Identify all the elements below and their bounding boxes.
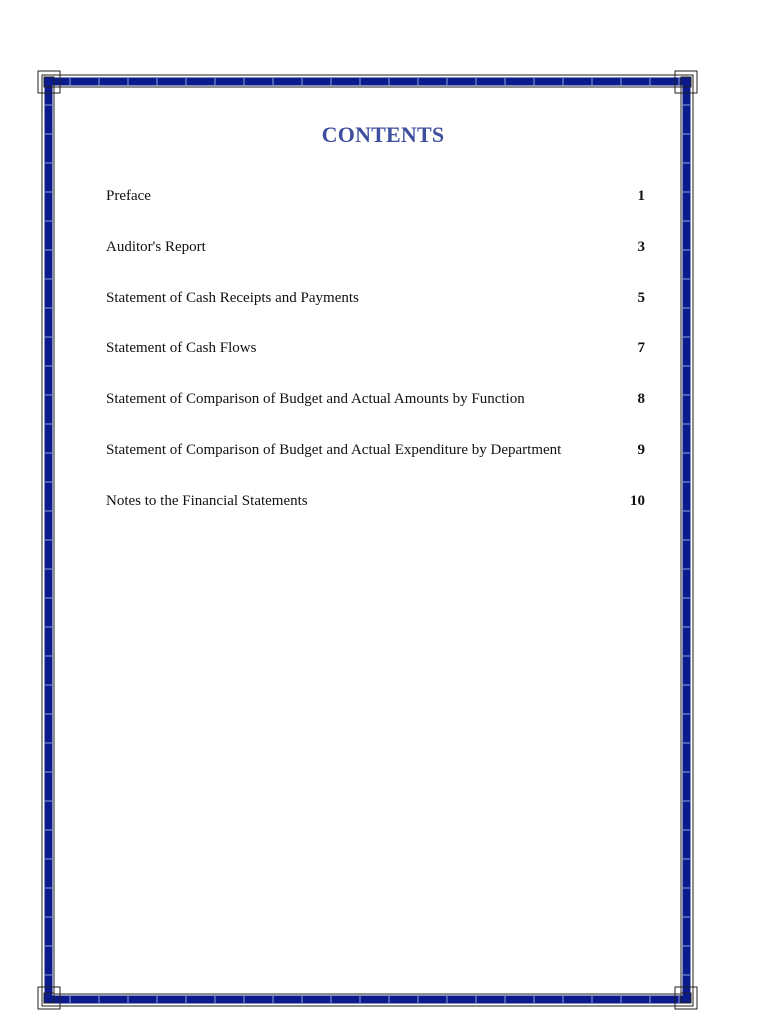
toc-entry-page-number: 8: [637, 391, 645, 408]
page-title: CONTENTS: [321, 122, 445, 147]
toc-entry-notes: [106, 490, 651, 541]
toc-entry-label: Auditor's Report: [106, 238, 206, 255]
toc-entry-auditors-report: [106, 236, 651, 287]
toc-entry-label: Statement of Cash Flows: [106, 340, 257, 357]
toc-entry-budget-by-function: [106, 388, 651, 439]
toc-entry-page-number: 3: [637, 238, 645, 255]
table-of-contents: [106, 185, 651, 541]
toc-entry-page-number: 1: [637, 188, 645, 204]
toc-entry-label: Statement of Comparison of Budget and Actual Expenditure by Department: [106, 441, 562, 458]
toc-entry-page-number: 7: [637, 340, 645, 357]
toc-entry-cash-receipts-payments: [106, 287, 651, 338]
toc-entry-page-number: 9: [637, 441, 645, 458]
toc-entry-cash-flows: [106, 337, 651, 388]
toc-entry-label: Notes to the Financial Statements: [106, 492, 308, 509]
toc-entry-preface: [106, 185, 651, 236]
toc-entry-label: Statement of Cash Receipts and Payments: [106, 289, 359, 306]
toc-entry-page-number: 5: [637, 289, 645, 306]
toc-entry-budget-by-department: [106, 439, 651, 490]
toc-entry-page-number: 10: [630, 492, 645, 509]
toc-entry-label: Preface: [106, 188, 151, 204]
toc-entry-label: Statement of Comparison of Budget and Actual Amounts by Function: [106, 391, 525, 408]
